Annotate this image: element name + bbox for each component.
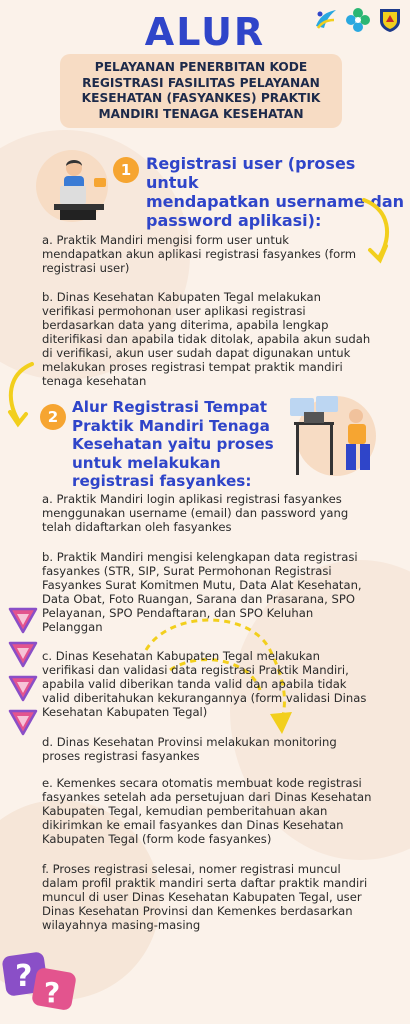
- step-2-item-e: e. Kemenkes secara otomatis membuat kode registrasi fasyankes setelah ada persetujuan dari Dinas Kesehatan Kabupaten Tegal, kemudian pemberitahuan akan dikirimkan ke email fasyankes dan Dinas Kesehatan Kabupaten Tegal (form kode fasyankes): [42, 776, 372, 846]
- step-2-heading: Alur Registrasi Tempat Praktik Mandiri Tenaga Kesehatan yaitu proses untuk melakukan registrasi fasyankes:: [72, 398, 274, 490]
- step-2-item-a: a. Praktik Mandiri login aplikasi registrasi fasyankes menggunakan username (email) dan password yang telah didaftarkan oleh fasyankes: [42, 492, 349, 534]
- health-cross-logo-icon: [344, 6, 372, 34]
- step-1-number: 1: [113, 157, 139, 183]
- step-2-number: 2: [40, 404, 66, 430]
- checklist-badge-icon: [8, 708, 38, 736]
- checklist-badge-icon: [8, 606, 38, 634]
- question-mark-icon: [2, 948, 80, 1020]
- subtitle-box: PELAYANAN PENERBITAN KODE REGISTRASI FASILITAS PELAYANAN KESEHATAN (FASYANKES) PRAKTIK MANDIRI TENAGA KESEHATAN: [60, 54, 342, 128]
- page-title: ALUR: [144, 10, 266, 54]
- curved-arrow-icon: [4, 360, 38, 430]
- checklist-badge-icon: [8, 674, 38, 702]
- step-1-item-b: b. Dinas Kesehatan Kabupaten Tegal melakukan verifikasi permohonan user aplikasi registrasi berdasarkan data yang diterima, apabila lengkap diterifikasi dan apabila tidak ditolak, apabila akun sudah di verifikasi, akun user sudah dapat digunakan untuk melakukan proses registrasi tempat praktik mandiri tenaga kesehatan: [42, 290, 371, 388]
- user-at-laptop-illustration: [30, 148, 114, 224]
- logo-group: [312, 6, 404, 34]
- step-2-item-b: b. Praktik Mandiri mengisi kelengkapan data registrasi fasyankes (STR, SIP, Surat Permohonan Registrasi Fasyankes Surat Komitmen Mutu, Data Alat Kesehatan, Data Obat, Foto Ruangan, Sarana dan Prasarana, SPO Pelayanan, SPO Pendaftaran, dan SPO Keluhan Pelanggan: [42, 550, 362, 634]
- step-2-item-d: d. Dinas Kesehatan Provinsi melakukan monitoring proses registrasi fasyankes: [42, 735, 337, 763]
- step-2-item-f: f. Proses registrasi selesai, nomer registrasi muncul dalam profil praktik mandiri serta daftar praktik mandiri muncul di user Dinas Kesehatan Kabupaten Tegal, user Dinas Kesehatan Provinsi dan Kemenkes berdasarkan wilayahnya masing-masing: [42, 862, 368, 932]
- svg-text:?: ?: [15, 959, 33, 994]
- step-1-item-a: a. Praktik Mandiri mengisi form user untuk mendapatkan akun aplikasi registrasi fasyankes (form registrasi user): [42, 233, 357, 275]
- step-2-item-c: c. Dinas Kesehatan Kabupaten Tegal melakukan verifikasi dan validasi data registrasi Praktik Mandiri, apabila valid diberikan tanda valid dan apabila tidak valid diberitahukan kekurangannya (form validasi Dinas Kesehatan Kabupaten Tegal): [42, 649, 367, 719]
- regency-shield-logo-icon: [376, 6, 404, 34]
- worker-at-desk-illustration: [286, 392, 384, 480]
- svg-text:?: ?: [44, 976, 61, 1009]
- ribbon-logo-icon: [312, 6, 340, 34]
- step-1-heading: Registrasi user (proses untuk mendapatkan username dan password aplikasi):: [146, 154, 405, 230]
- checklist-badge-icon: [8, 640, 38, 668]
